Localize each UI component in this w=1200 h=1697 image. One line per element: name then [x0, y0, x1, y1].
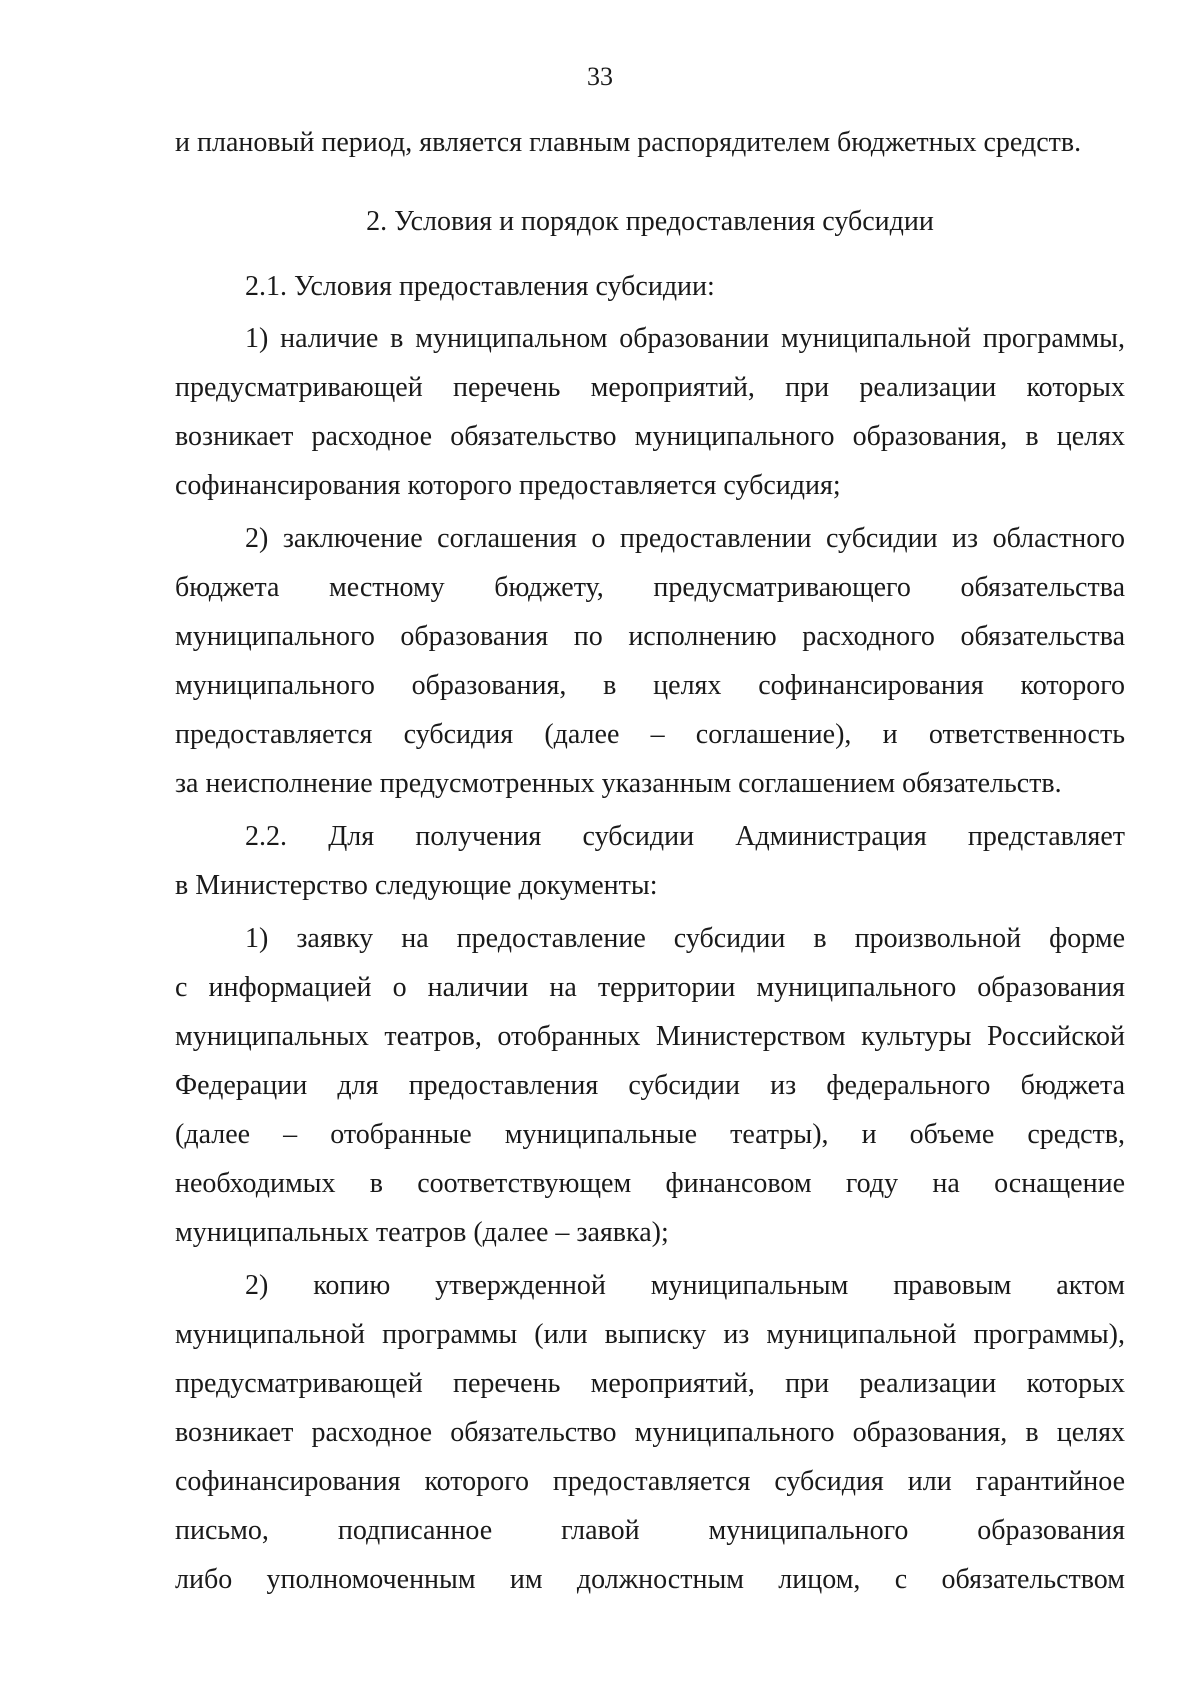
clause-2-2	[175, 812, 1125, 910]
paragraph-line: в Министерство следующие документы:	[175, 870, 658, 901]
paragraph-line: муниципального образования по исполнению расходного обязательства	[175, 621, 1125, 652]
clause-2-2-item-2	[175, 1261, 1125, 1604]
paragraph-line: (далее – отобранные муниципальные театры), и объеме средств,	[175, 1119, 1125, 1150]
clause-2-1-title: 2.1. Условия предоставления субсидии:	[245, 271, 715, 302]
paragraph-line: муниципальных театров (далее – заявка);	[175, 1217, 669, 1248]
paragraph-line: 2) заключение соглашения о предоставлении субсидии из областного	[245, 523, 1125, 554]
paragraph-line: бюджета местному бюджету, предусматривающего обязательства	[175, 572, 1125, 603]
document-body	[175, 118, 1125, 1604]
paragraph-line: необходимых в соответствующем финансовом году на оснащение	[175, 1168, 1125, 1199]
page-number: 33	[587, 62, 613, 91]
paragraph-line: предоставляется субсидия (далее – соглашение), и ответственность	[175, 719, 1125, 750]
paragraph-line: с информацией о наличии на территории муниципального образования	[175, 972, 1125, 1003]
paragraph-line: Федерации для предоставления субсидии из федерального бюджета	[175, 1070, 1125, 1101]
paragraph-line: софинансирования которого предоставляется субсидия или гарантийное	[175, 1466, 1125, 1497]
paragraph-line: либо уполномоченным им должностным лицом, с обязательством	[175, 1564, 1125, 1595]
paragraph-line: возникает расходное обязательство муниципального образования, в целях	[175, 1417, 1125, 1448]
intro-line: и плановый период, является главным распорядителем бюджетных средств.	[175, 127, 1082, 158]
clause-2-2-item-1	[175, 914, 1125, 1257]
paragraph-line: 1) наличие в муниципальном образовании муниципальной программы,	[245, 323, 1125, 354]
paragraph-line: за неисполнение предусмотренных указанным соглашением обязательств.	[175, 768, 1062, 799]
paragraph-line: возникает расходное обязательство муниципального образования, в целях	[175, 421, 1125, 452]
clause-2-1-item-1	[175, 314, 1125, 510]
paragraph-line: 1) заявку на предоставление субсидии в произвольной форме	[245, 923, 1125, 954]
paragraph-line: 2.2. Для получения субсидии Администрация представляет	[245, 821, 1125, 852]
paragraph-line: софинансирования которого предоставляется субсидия;	[175, 470, 841, 501]
paragraph-line: муниципального образования, в целях софинансирования которого	[175, 670, 1125, 701]
paragraph-line: 2) копию утвержденной муниципальным правовым актом	[245, 1270, 1125, 1301]
section-heading: 2. Условия и порядок предоставления субсидии	[366, 206, 934, 237]
paragraph-line: письмо, подписанное главой муниципального образования	[175, 1515, 1125, 1546]
paragraph-line: предусматривающей перечень мероприятий, при реализации которых	[175, 1368, 1125, 1399]
paragraph-line: муниципальных театров, отобранных Министерством культуры Российской	[175, 1021, 1125, 1052]
paragraph-line: муниципальной программы (или выписку из муниципальной программы),	[175, 1319, 1125, 1350]
clause-2-1-item-2	[175, 514, 1125, 808]
paragraph-line: предусматривающей перечень мероприятий, при реализации которых	[175, 372, 1125, 403]
